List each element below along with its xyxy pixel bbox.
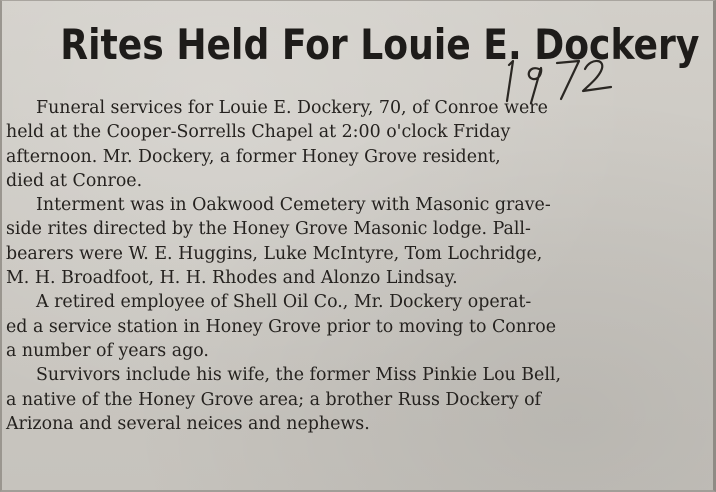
- headline: Rites Held For Louie E. Dockery: [60, 20, 700, 69]
- article-line: died at Conroe.: [6, 170, 143, 191]
- article-line: a number of years ago.: [6, 340, 209, 361]
- article-line: afternoon. Mr. Dockery, a former Honey Grove resident,: [6, 146, 501, 167]
- article-line: bearers were W. E. Huggins, Luke McIntyre, Tom Lochridge,: [6, 243, 543, 264]
- article-line: M. H. Broadfoot, H. H. Rhodes and Alonzo Lindsay.: [6, 268, 458, 289]
- article-line: a native of the Honey Grove area; a brother Russ Dockery of: [6, 389, 541, 410]
- article-line: Interment was in Oakwood Cemetery with Masonic grave-: [36, 195, 551, 216]
- article-line: Arizona and several neices and nephews.: [6, 413, 370, 434]
- article-line: A retired employee of Shell Oil Co., Mr. Dockery operat-: [36, 292, 532, 313]
- article-line: ed a service station in Honey Grove prior to moving to Conroe: [6, 316, 556, 337]
- article-line: Survivors include his wife, the former Miss Pinkie Lou Bell,: [36, 365, 561, 386]
- article-body: [6, 96, 710, 436]
- article-line: side rites directed by the Honey Grove Masonic lodge. Pall-: [6, 219, 531, 240]
- article-line: held at the Cooper-Sorrells Chapel at 2:00 o'clock Friday: [6, 122, 511, 143]
- article-line: Funeral services for Louie E. Dockery, 70, of Conroe were: [36, 98, 548, 118]
